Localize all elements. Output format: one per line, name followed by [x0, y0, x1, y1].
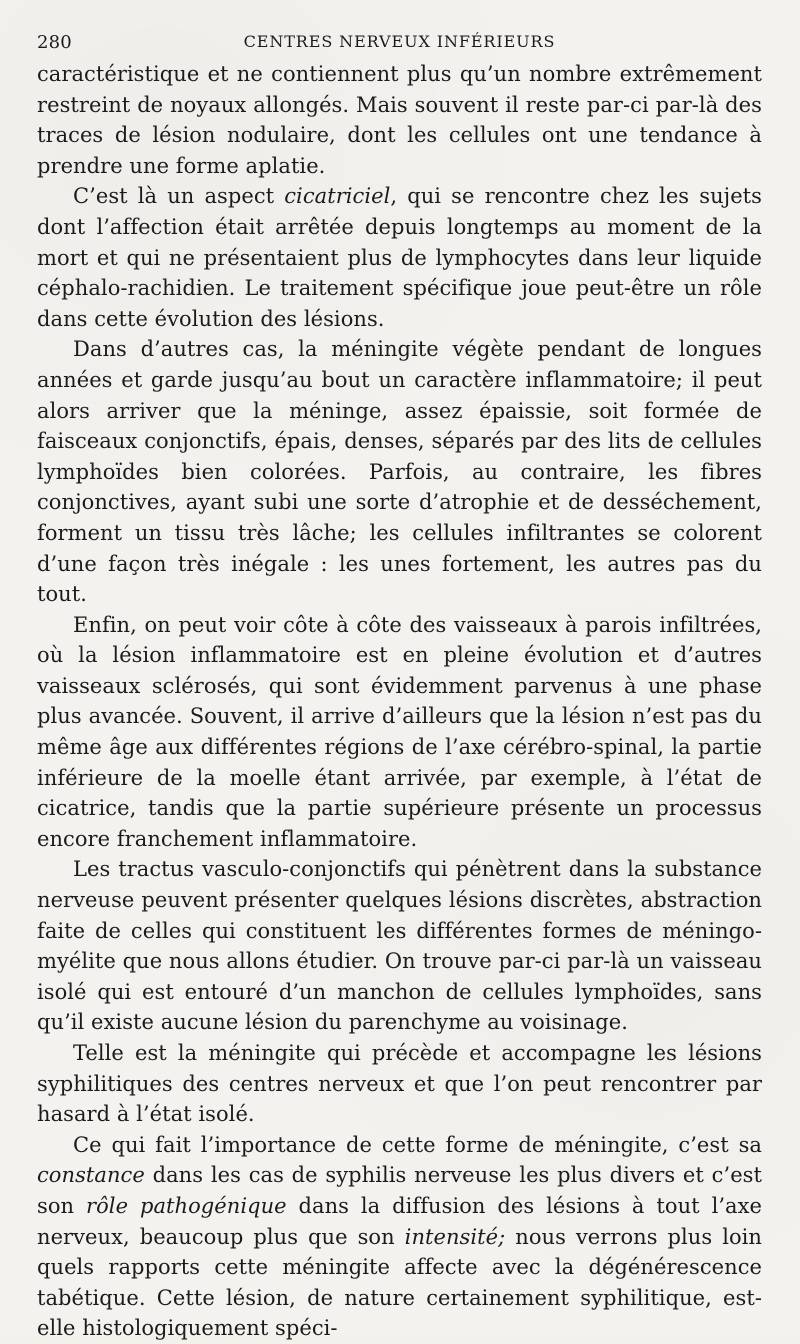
italic-term: rôle pathogénique — [86, 1193, 287, 1218]
page-number: 280 — [37, 32, 72, 53]
running-head — [37, 24, 762, 56]
chapter-header: CENTRES NERVEUX INFÉRIEURS — [243, 32, 556, 51]
paragraph-inflammatory-meningitis: Dans d’autres cas, la méningite végète pendant de longues années et garde jusqu’au bout un caractère inflammatoire; il peut alors arriver que la méninge, assez épaissie, soit formée de faisceaux conjonctifs, épais, denses, séparés par des lits de cellules lymphoïdes bien colorées. Parfois, au contraire, les fibres conjonctives, ayant subi une sorte d’atrophie et de desséchement, forment un tissu très lâche; les cellules infiltrantes se colorent d’une façon très inégale : les unes fortement, les autres pas du tout. — [37, 337, 762, 607]
paragraph-text: nous verrons plus loin quels rapports cette méningite affecte avec la dégénérescence tabétique. Cette lésion, de nature certainement syphilitique, est-elle histologiquement spéci- — [37, 1224, 763, 1341]
paragraph-vasculo-conjunctive-tracts: Les tractus vasculo-conjonctifs qui pénètrent dans la substance nerveuse peuvent présenter quelques lésions discrètes, abstraction faite de celles qui constituent les différentes formes de méningo-myélite que nous allons étudier. On trouve par-ci par-là un vaisseau isolé qui est entouré d’un manchon de cellules lymphoïdes, sans qu’il existe aucune lésion du parenchyme au voisinage. — [37, 857, 762, 1035]
paragraph-isolated-meningitis: Telle est la méningite qui précède et accompagne les lésions syphilitiques des centres nerveux et que l’on peut rencontrer par hasard à l’état isolé. — [37, 1041, 762, 1127]
paragraph-importance — [37, 1130, 762, 1344]
italic-term: constance — [37, 1163, 145, 1188]
paragraph-text: , qui se rencontre chez les sujets dont l’affection était arrêtée depuis longtemps au moment de la mort et qui ne présentaient plus de lymphocytes dans leur liquide céphalo-rachidien. Le traitement spécifique joue peut-être un rôle dans cette évolution des lésions. — [37, 184, 762, 331]
paragraph-cicatricial-aspect — [37, 181, 762, 334]
paragraph-text: dans les cas de syphilis nerveuse les plus divers et c’est son — [37, 1163, 762, 1218]
paragraph-continuation: caractéristique et ne contiennent plus qu’un nombre extrêmement restreint de noyaux allongés. Mais souvent il reste par-ci par-là des traces de lésion nodulaire, dont les cellules ont une tendance à prendre une forme aplatie. — [37, 62, 762, 178]
paragraph-text: Ce qui fait l’importance de cette forme de méningite, c’est sa — [73, 1132, 762, 1157]
italic-term: intensité; — [404, 1224, 506, 1249]
paragraph-text: C’est là un aspect — [73, 184, 285, 209]
italic-term: cicatriciel — [284, 184, 391, 209]
paragraph-vessel-lesions: Enfin, on peut voir côte à côte des vaisseaux à parois infiltrées, où la lésion inflammatoire est en pleine évolution et d’autres vaisseaux sclérosés, qui sont évidemment parvenus à une phase plus avancée. Souvent, il arrive d’ailleurs que la lésion n’est pas du même âge aux différentes régions de l’axe cérébro-spinal, la partie inférieure de la moelle étant arrivée, par exemple, à l’état de cicatrice, tandis que la partie supérieure présente un processus encore franchement inflammatoire. — [37, 612, 762, 851]
page-body — [37, 59, 762, 1344]
paragraph-text: dans la diffusion des lésions à tout l’axe nerveux, beaucoup plus que son — [37, 1193, 762, 1249]
